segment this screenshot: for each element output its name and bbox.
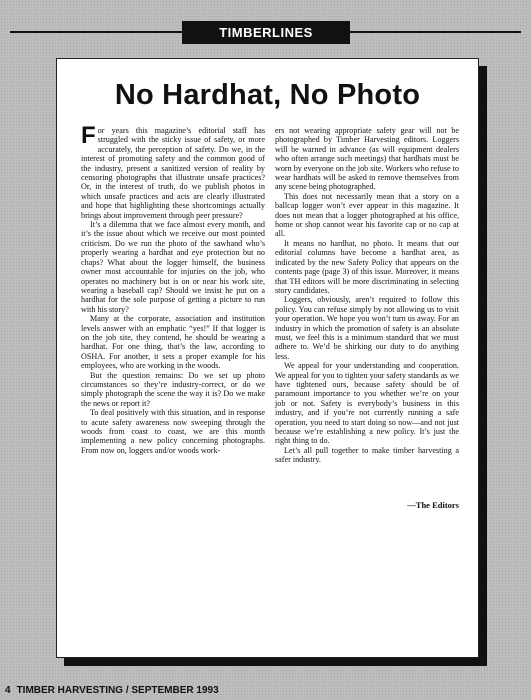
article-paragraph: To deal positively with this situation, and in response to acute safety awareness now sweeping through the woods from coast to coast, we are this month implementing a new policy concerning photographs. From now on, loggers and/or woods work- — [81, 408, 265, 455]
publication-line: TIMBER HARVESTING / SEPTEMBER 1993 — [16, 685, 219, 696]
article-paragraph: It’s a dilemma that we face almost every month, and it’s the issue about which we receive our most pointed criticism. Do we run the photo of the sawhand who’s properly wearing a hardhat and eye protection but no chaps? What about the logger himself, the business owner most accountable for injuries on the job, who operates no machinery but is on or near his work site, wearing a baseball cap? Should we insist he put on a hardhat for the sole purpose of getting a picture to run with his story? — [81, 220, 265, 314]
section-title: TIMBERLINES — [182, 21, 350, 44]
article-paragraph: We appeal for your understanding and cooperation. We appeal for you to tighten your safety standards as we have tightened ours, because safety should be of paramount importance to you whether we’re on your job or not. Safety is everybody’s business in this industry, and if you’re not currently running a safe operation, you need to start doing so now—and not just because we’re establishing a new policy. It’s just the right thing to do. — [275, 361, 459, 446]
article-headline: No Hardhat, No Photo — [114, 79, 421, 111]
article-paragraph: But the question remains: Do we set up photo circumstances so they’re industry-correct, or do we simply photograph the scene the way it is? Do we make the news or report it? — [81, 370, 265, 408]
article-right-column — [275, 126, 459, 465]
article-paragraph: This does not necessarily mean that a story on a ballcap logger won’t ever appear in this magazine. It does not mean that a logger photographed at his office, home or shop cannot wear his favorite cap or no cap at all. — [275, 191, 459, 239]
article-paragraph: For years this magazine’s editorial staff has struggled with the sticky issue of safety, or more accurately, the perception of safety. Do we, in the interest of promoting safety and the common good of the industry, present a sanitized version of reality by censoring photographs that illustrate unsafe practices? Or, in the interest of truth, do we publish photos in which unsafe practices and acts are clearly illustrated and hope that highlighting these shortcomings actually brings about improvement through peer pressure? — [81, 122, 265, 220]
article-panel — [56, 58, 479, 658]
page-footer — [5, 685, 219, 696]
article-paragraph: Let’s all pull together to make timber harvesting a safer industry. — [275, 445, 459, 465]
article-paragraph: Loggers, obviously, aren’t required to follow this policy. You can refuse simply by not allowing us to visit your operation. We hope you won’t turn us away. For an industry in which the promotion of safety is an absolute must, we feel this is a minimum standard that we must adhere to. We’d be shirking our duty to do anything less. — [275, 295, 459, 361]
article-signature: —The Editors — [407, 500, 459, 510]
article-paragraph: ers not wearing appropriate safety gear will not be photographed by Timber Harvesting editors. Loggers will be warned in advance (as will equipment dealers who often arrange such meetings) that hardhats must be worn by everyone on the job site. Workers who refuse to wear hardhats will be asked to remove themselves from any scene being photographed. — [275, 126, 459, 192]
article-left-column — [81, 122, 265, 455]
article-paragraph: It means no hardhat, no photo. It means that our editorial columns have become a hardhat area, as indicated by the new Safety Policy that appears on the contents page (page 3) of this issue. Moreover, it means that TH editors will be more discriminating in selecting story candidates. — [275, 238, 459, 295]
drop-cap: F — [81, 122, 96, 149]
article-paragraph: Many at the corporate, association and institution levels answer with an emphatic “yes!” If that logger is on the job site, they contend, he should be wearing a hardhat. For one thing, that’s the law, according to OSHA. For another, it sets a proper example for his employees, who are working in the woods. — [81, 314, 265, 371]
page-number: 4 — [5, 685, 11, 696]
